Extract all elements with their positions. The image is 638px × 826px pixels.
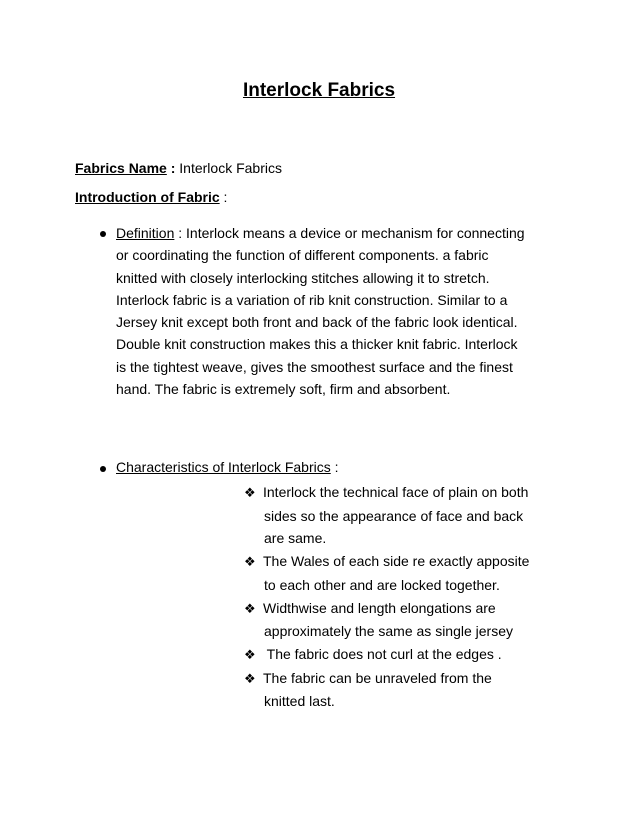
characteristic-item-continuation: sides so the appearance of face and back bbox=[264, 507, 524, 524]
characteristic-item-continuation: are same. bbox=[264, 530, 327, 547]
introduction-heading bbox=[75, 189, 227, 205]
definition-line: Jersey knit except both front and back of the fabric look identical. bbox=[116, 314, 518, 331]
diamond-bullet-icon: ❖ bbox=[244, 554, 256, 570]
definition-line: Interlock fabric is a variation of rib knit construction. Similar to a bbox=[116, 291, 508, 308]
definition-line: is the tightest weave, gives the smoothest surface and the finest bbox=[116, 358, 513, 375]
diamond-bullet-icon: ❖ bbox=[244, 485, 256, 500]
definition-label: Definition bbox=[116, 225, 175, 241]
definition-paragraph bbox=[116, 222, 576, 400]
characteristic-item: ❖ The fabric does not curl at the edges . bbox=[244, 643, 574, 667]
characteristics-bullet bbox=[100, 466, 106, 472]
diamond-bullet-icon: ❖ bbox=[244, 670, 256, 686]
characteristic-item: ❖ The Wales of each side re exactly apposite bbox=[244, 550, 574, 574]
definition-line: hand. The fabric is extremely soft, firm and absorbent. bbox=[116, 381, 451, 398]
fabric-name-label: Fabrics Name bbox=[75, 160, 167, 176]
definition-bullet bbox=[100, 231, 106, 237]
characteristics-list bbox=[244, 481, 574, 713]
characteristic-item-continuation: knitted last. bbox=[264, 693, 335, 710]
definition-line: knitted with closely interlocking stitches allowing it to stretch. bbox=[116, 269, 490, 286]
fabric-name-value: Interlock Fabrics bbox=[179, 160, 282, 176]
characteristics-separator: : bbox=[330, 459, 339, 475]
characteristic-item: ❖ Widthwise and length elongations are bbox=[244, 597, 574, 621]
definition-line: Definition : Interlock means a device or mechanism for connecting bbox=[116, 225, 525, 241]
introduction-label: Introduction of Fabric bbox=[75, 189, 220, 205]
document-title: Interlock Fabrics bbox=[242, 80, 396, 101]
characteristics-heading bbox=[116, 459, 339, 475]
definition-line: Double knit construction makes this a thicker knit fabric. Interlock bbox=[116, 336, 518, 353]
characteristic-item-continuation: to each other and are locked together. bbox=[264, 576, 500, 593]
diamond-bullet-icon: ❖ bbox=[244, 646, 256, 662]
introduction-separator: : bbox=[219, 189, 228, 205]
characteristic-item: ❖ Interlock the technical face of plain on both bbox=[244, 481, 574, 505]
definition-line: or coordinating the function of different components. a fabric bbox=[116, 247, 489, 264]
fabric-name-separator: : bbox=[166, 160, 180, 176]
characteristic-item: ❖ The fabric can be unraveled from the bbox=[244, 667, 574, 691]
fabric-name-line bbox=[75, 160, 282, 176]
characteristics-label: Characteristics of Interlock Fabrics bbox=[116, 459, 331, 475]
diamond-bullet-icon: ❖ bbox=[244, 600, 256, 616]
characteristic-item-continuation: approximately the same as single jersey bbox=[264, 623, 514, 640]
